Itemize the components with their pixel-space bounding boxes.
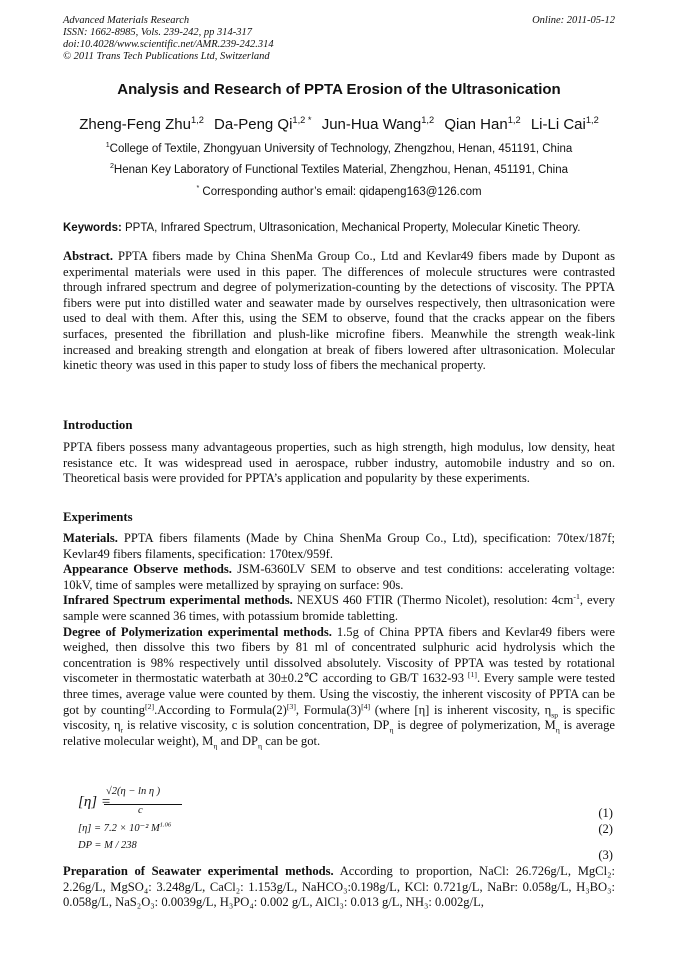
- affiliation-2: $^2$Henan Key Laboratory of Functional Textiles Material, Zhengzhou, Henan, 451191, China: [109, 162, 569, 176]
- ir-paragraph: Infrared Spectrum experimental methods. NEXUS 460 FTIR (Thermo Nicolet), resolution: $4cm^{-1}$, every sample were scanned 36 times, with potassium bromide tabletting.: [63, 592, 616, 623]
- abstract: Abstract. PPTA fibers made by China ShenMa Group Co., Ltd and Kevlar49 fibers made by Dupont as experimental materials were used in this paper. The differences of molecule structures were contrasted through infrared spectrum and degree of polymerization-counting by the detections of viscosity. The PPTA fibers were put into distilled water and seawater made by ourselves respectively, then ultrasonication were used to deal with them. After this, using the SEM to observe, found that the cracks appear on the fibers surfaces, presented the fibrillation and plush-like microfine fibers. Meanwhile the strength weak-link increased and breaking strength and elongation at break of fibers lowered after ultrasonication. Molecular kinetic theory was used in this paper to study loss of fibers the mechanical property.: [63, 249, 615, 373]
- author-list: [63, 114, 615, 136]
- fraction-bar: [104, 804, 182, 805]
- doi-line: doi:10.4028/www.scientific.net/AMR.239-242.314: [63, 39, 274, 50]
- eq3-number: (3): [598, 848, 613, 862]
- eq1-number: (1): [598, 806, 613, 820]
- keywords: Keywords: PPTA, Infrared Spectrum, Ultrasonication, Mechanical Property, Molecular Kinetic Theory.: [63, 222, 581, 234]
- appearance-paragraph: Appearance Observe methods. JSM-6360LV SEM to observe and test conditions: accelerating voltage: 10kV, time of samples were metallized by spraying on surface: 90s.: [63, 562, 615, 592]
- introduction-heading: Introduction: [63, 418, 133, 432]
- journal-header: [63, 15, 615, 63]
- author: Da-Peng $Qi^{1,2 *}$: [214, 115, 312, 133]
- paper-title: Analysis and Research of PPTA Erosion of the Ultrasonication: [117, 81, 561, 98]
- equation-2: [η] = 7.2 × 10⁻² $M^{1.06}$: [78, 821, 172, 834]
- experiments-body: [63, 531, 615, 749]
- equation-1: [78, 788, 198, 822]
- author: Zheng-Feng Zhu$^{1,2}$: [79, 115, 204, 133]
- journal-name: Advanced Materials Research: [63, 15, 190, 26]
- copyright-line: © 2011 Trans Tech Publications Ltd, Switzerland: [63, 51, 270, 62]
- author: Qian Han$^{1,2}$: [444, 115, 521, 133]
- introduction-text: PPTA fibers possess many advantageous properties, such as high strength, high modulus, low density, heat resistance etc. It was widespread used in aerospace, rubber industry, automobile industry and so on. Theoretical basis were provided for PPTA’s application and popularity by these experiments.: [63, 440, 615, 486]
- eq1-numerator: √2(η − ln η ): [106, 786, 161, 797]
- corresponding-email: * Corresponding author’s email: qidapeng163@126.com: [196, 184, 482, 198]
- author: Li-Li Cai$^{1,2}$: [530, 115, 599, 133]
- issn-line: ISSN: 1662-8985, Vols. 239-242, pp 314-317: [63, 27, 252, 38]
- author: Jun-Hua Wang$^{1,2}$: [321, 115, 435, 133]
- eq2-number: (2): [598, 822, 613, 836]
- experiments-heading: Experiments: [63, 510, 133, 524]
- materials-paragraph: Materials. PPTA fibers filaments (Made by China ShenMa Group Co., Ltd), specification: 70tex/187f; Kevlar49 fibers filaments, specification: 170tex/959f.: [63, 531, 615, 561]
- affiliation-1: $^1$College of Textile, Zhongyuan University of Technology, Zhengzhou, Henan, 451191, China: [105, 141, 573, 155]
- eq1-denominator: c: [138, 805, 143, 816]
- dp-paragraph: Degree of Polymerization experimental methods. 1.5g of China PPTA fibers and Kevlar49 fibers were weighed, then dissolve this two fibers by 81 ml of concentrated sulphuric acid hydrolysis which the concentration is 98% respectively until dissolved absolutely. Viscosity of PPTA was tested by rotational viscometer in thermostatic waterbath at 30±0.2℃ according to GB/T 1632-93 [1]. Every sample were tested three times, average value were counted by them. Using the viscostiy, the inherent viscosity of PPTA can be got by counting[2].According to Formula(2)[3], Formula(3)[4] (where [η] is inherent viscosity, $\eta_{sp}$ is specific viscosity, $\eta_r$ is relative viscosity, c is solution concentration, $DP_\eta$ is degree of polymerization, $M_\eta$ is average relative molecular weight), $M_\eta$ and $DP_\eta$ can be got.: [63, 624, 616, 751]
- eq1-lhs: [η] =: [78, 794, 111, 810]
- equation-3: DP = M / 238: [78, 840, 137, 851]
- seawater-paragraph: Preparation of Seawater experimental methods. According to proportion, NaCl: 26.726g/L, MgCl₂: 2.26g/L, MgSO₄: 3.248g/L, CaCl₂: 1.153g/L, NaHCO₃:0.198g/L, KCl: 0.721g/L, NaBr: 0.058g/L, H₃BO₃: 0.058g/L, NaS₂O₃: 0.0039g/L, H₃PO₄: 0.002 g/L, AlCl₃: 0.013 g/L, NH₃: 0.002g/L,: [63, 864, 615, 910]
- online-date: Online: 2011-05-12: [532, 15, 615, 26]
